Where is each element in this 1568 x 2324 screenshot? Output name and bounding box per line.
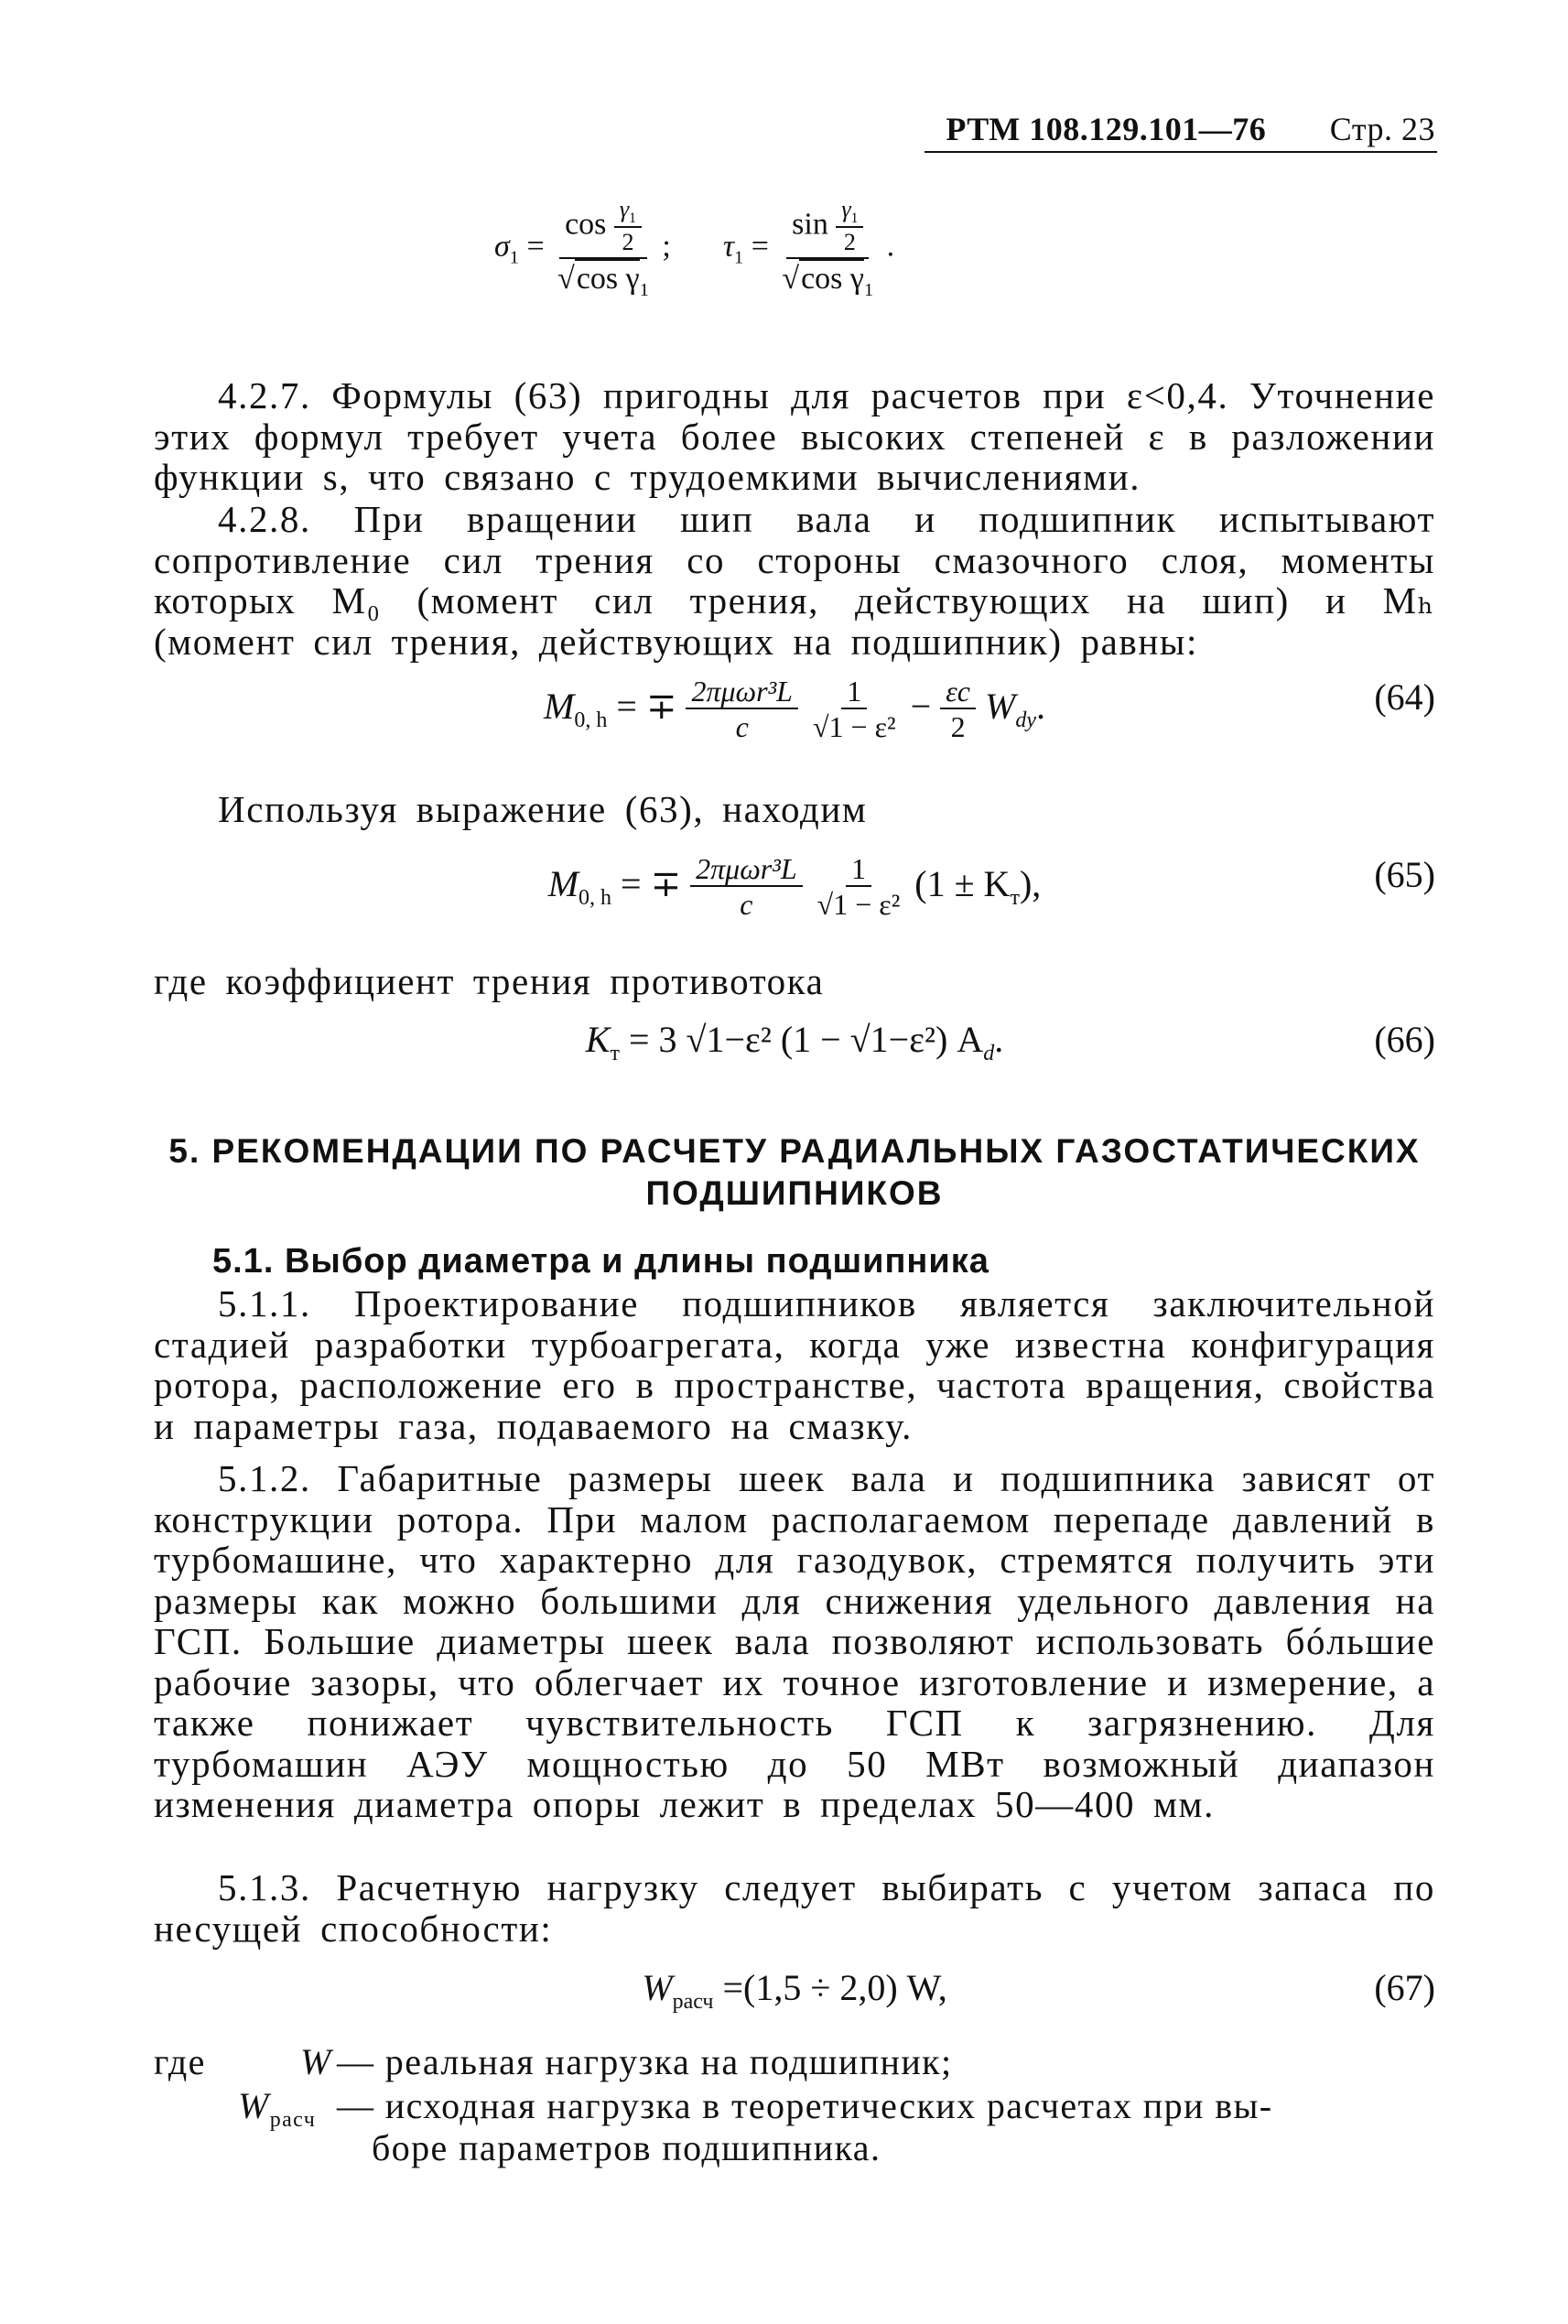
legend-w-text: — реальная нагрузка на подшипник;: [337, 2041, 953, 2082]
document-code: РТМ 108.129.101—76: [946, 111, 1267, 147]
page-header: [946, 110, 1435, 148]
symbol-legend: [154, 2041, 1435, 2169]
paragraph-5-1-3: 5.1.3. Расчетную нагрузку следует выбирать с учетом запаса по несущей способности:: [154, 1866, 1435, 1950]
legend-wr-text-1: — исходная нагрузка в теоретических расчетах при вы-: [337, 2085, 1273, 2126]
paragraph-5-1-1: 5.1.1. Проектирование подшипников является заключительной стадией разработки турбоагрегата, когда уже известна конфигурация ротора, расположение его в пространстве, частота вращения, свойства и параметры газа, подаваемого на смазку.: [154, 1282, 1435, 1447]
sigma-fraction: cos $\frac{\gamma_1}{2}$ √cos $\gamma_1$: [557, 196, 649, 300]
equation-66: $K_т = 3$ √1−ε² (1 − √1−ε²) $A_d$. (66): [585, 1019, 1435, 1065]
equation-number-66: (66): [1374, 1019, 1435, 1060]
paragraph-where-coefficient: где коэффициент трения противотока: [154, 960, 825, 1002]
legend-wr-symbol: $W_{расч}$: [238, 2085, 317, 2132]
equation-67: $W_{расч} =(1,5 \div 2,0)$ W, (67): [642, 1967, 1435, 2014]
section-5-title: 5. РЕКОМЕНДАЦИИ ПО РАСЧЕТУ РАДИАЛЬНЫХ ГАЗОСТАТИЧЕСКИХ ПОДШИПНИКОВ: [168, 1132, 1421, 1212]
paragraph-using: Используя выражение (63), находим: [218, 788, 868, 830]
tau-symbol: τ: [722, 229, 735, 264]
formula-sigma-tau: $\sigma_1$ = cos $\frac{\gamma_1}{2}$ √cos $\gamma_1$ ; $\tau_1$ = sin $\frac{\gamma_1}{2}$ √cos $\gamma_1$ .: [494, 196, 895, 300]
header-rule: [925, 151, 1437, 153]
tau-fraction: sin $\frac{\gamma_1}{2}$ √cos $\gamma_1$: [782, 196, 874, 300]
page-number: Стр. 23: [1329, 111, 1435, 147]
sigma-symbol: σ: [494, 229, 510, 264]
legend-where: где: [154, 2041, 206, 2082]
paragraph-5-1-2: 5.1.2. Габаритные размеры шеек вала и подшипника зависят от конструкции ротора. При малом располагаемом перепаде давлений в турбомашине, что характерно для газодувок, стремятся получить эти размеры как можно большими для снижения удельного давления на ГСП. Большие диаметры шеек вала позволяют использовать бóльшие рабочие зазоры, что облегчает их точное изготовление и измерение, а также понижает чувствительность ГСП к загрязнению. Для турбомашин АЭУ мощностью до 50 МВт возможный диапазон изменения диаметра опоры лежит в пределах 50—400 мм.: [154, 1457, 1435, 1825]
equation-65: $M_{0, h}$ = ∓ $\frac{\text{2πμωr³L}}{c}$ $\frac{1}{\text{√1 − ε²}}$ $(1 \pm K_т)$, (65): [547, 852, 1435, 922]
equation-number-67: (67): [1374, 1967, 1435, 2008]
equation-number-65: (65): [1374, 854, 1435, 895]
legend-wr-text-2: боре параметров подшипника.: [372, 2127, 881, 2168]
paragraph-4-2-7: 4.2.7. Формулы (63) пригодны для расчетов при ε<0,4. Уточнение этих формул требует учета более высоких степеней ε в разложении функции s, что связано с трудоемкими вычислениями.: [154, 374, 1435, 498]
legend-w-symbol: W: [300, 2041, 332, 2082]
equation-number-64: (64): [1374, 676, 1435, 718]
subsection-5-1-title: 5.1. Выбор диаметра и длины подшипника: [212, 1242, 989, 1281]
equation-64: $M_{0, h}$ = ∓ $\frac{\text{2πμωr³L}}{c}$ $\frac{1}{\text{√1 − ε²}}$ − $\frac{\varepsilon c}{2}$ $W_{dy}$. (64): [544, 675, 1435, 744]
paragraph-4-2-8: 4.2.8. При вращении шип вала и подшипник испытывают сопротивление сил трения со стороны смазочного слоя, моменты которых M₀ (момент сил трения, действующих на шип) и Mₕ (момент сил трения, действующих на подшипник) равны:: [154, 498, 1435, 663]
